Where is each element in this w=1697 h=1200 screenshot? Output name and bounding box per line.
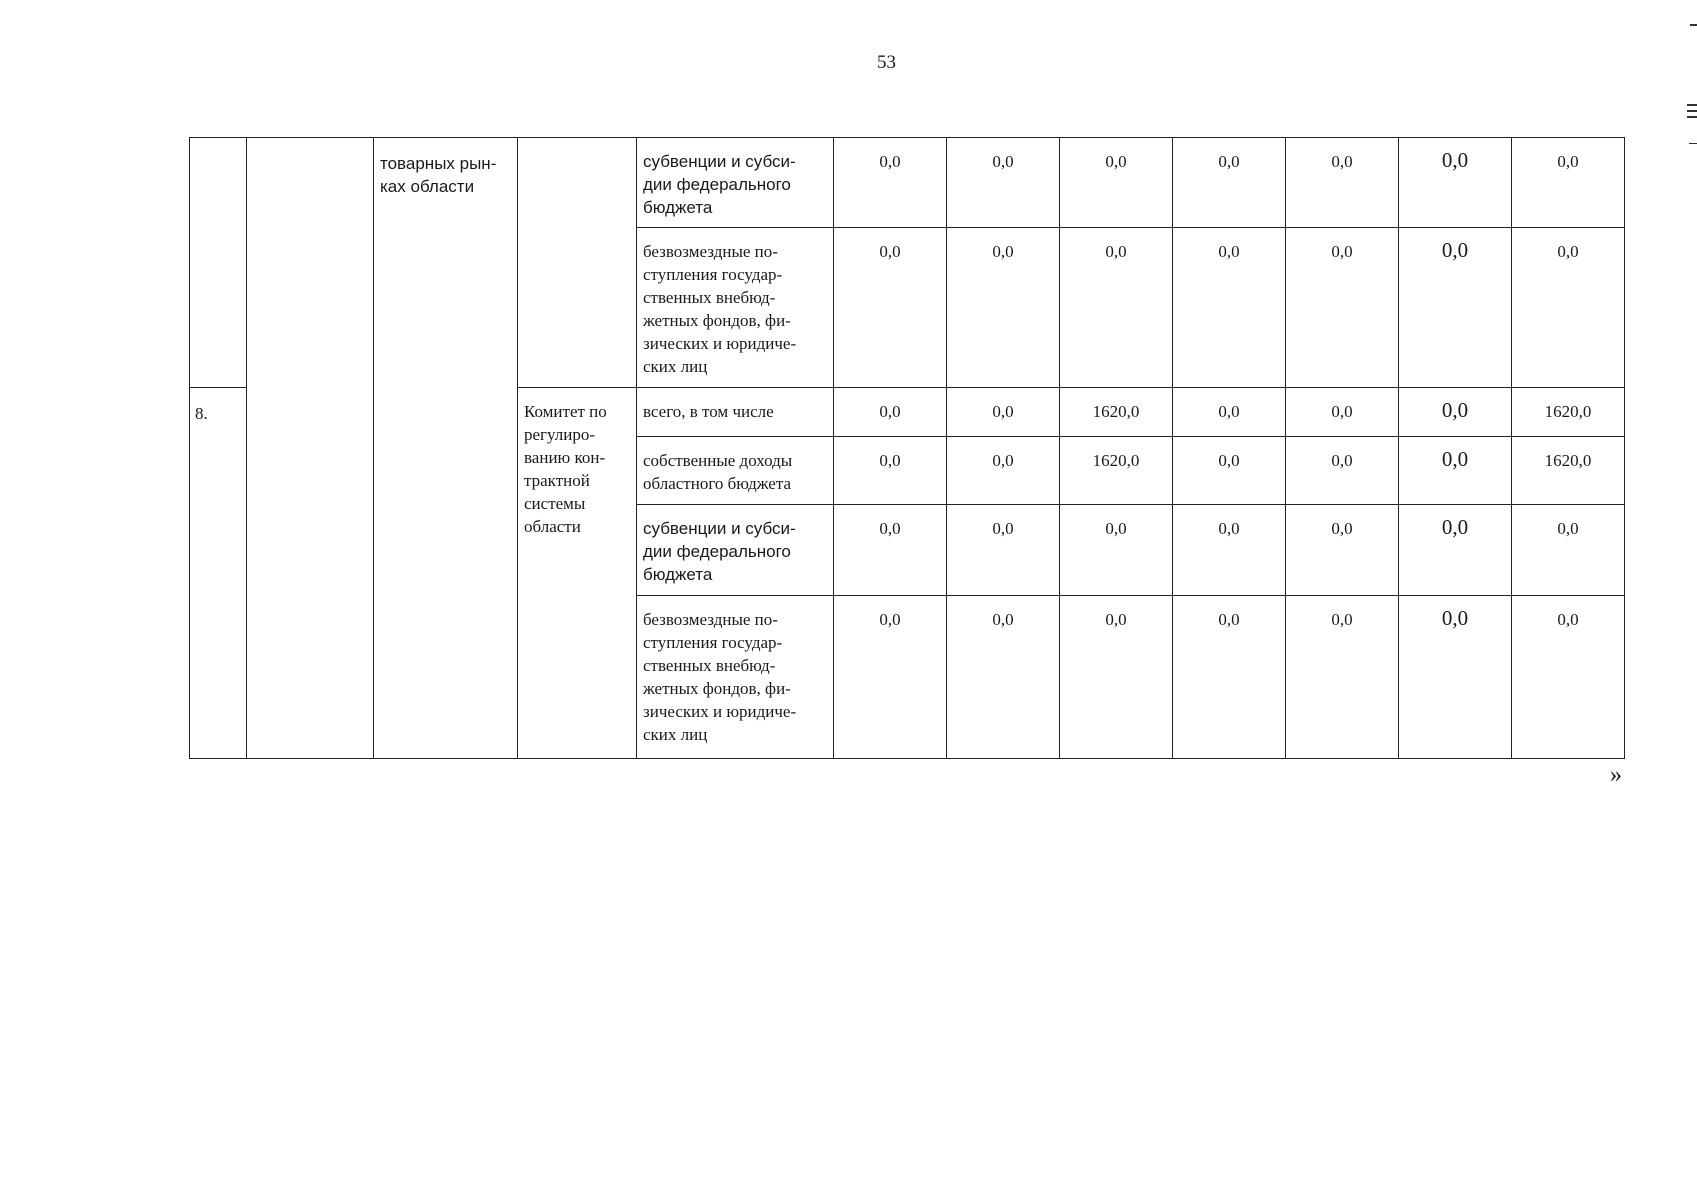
funding-source-line: дии федерального xyxy=(643,175,791,194)
value-cell: 0,0 xyxy=(1173,228,1286,388)
value-cell: 0,0 xyxy=(1399,505,1512,596)
executor-line: трактной xyxy=(524,471,590,490)
value-cell: 0,0 xyxy=(1173,596,1286,759)
funding-source-line: ских лиц xyxy=(643,725,708,744)
value-cell: 0,0 xyxy=(1173,437,1286,505)
value-cell: 0,0 xyxy=(834,596,947,759)
scan-edge-mark xyxy=(1689,143,1697,144)
row-index: 8. xyxy=(190,388,247,759)
value-cell: 0,0 xyxy=(1286,138,1399,228)
funding-source-cell xyxy=(637,138,834,228)
funding-source-cell xyxy=(637,596,834,759)
scan-edge-mark xyxy=(1687,116,1697,118)
funding-source-line: дии федерального xyxy=(643,542,791,561)
budget-table xyxy=(189,137,1625,759)
value-cell: 0,0 xyxy=(1286,228,1399,388)
value-cell: 0,0 xyxy=(834,228,947,388)
value-cell: 0,0 xyxy=(1286,437,1399,505)
funding-source-line: безвозмездные по- xyxy=(643,610,778,629)
value-cell: 0,0 xyxy=(947,388,1060,437)
funding-source-line: ских лиц xyxy=(643,357,708,376)
value-cell: 0,0 xyxy=(1286,388,1399,437)
funding-source-line: зических и юридиче- xyxy=(643,702,797,721)
funding-source-line: зических и юридиче- xyxy=(643,334,797,353)
value-cell: 0,0 xyxy=(1286,596,1399,759)
value-cell: 0,0 xyxy=(1512,505,1625,596)
value-cell: 0,0 xyxy=(834,505,947,596)
executor-cell xyxy=(518,388,637,759)
value-cell: 0,0 xyxy=(1060,138,1173,228)
value-cell: 0,0 xyxy=(947,505,1060,596)
section-cell xyxy=(247,138,374,759)
scan-edge-mark xyxy=(1690,24,1697,26)
activity-line: товарных рын- xyxy=(380,154,497,173)
index-cell-upper xyxy=(190,138,247,388)
value-cell: 0,0 xyxy=(1399,596,1512,759)
value-cell: 0,0 xyxy=(1512,596,1625,759)
value-cell: 0,0 xyxy=(947,228,1060,388)
executor-cell-upper xyxy=(518,138,637,388)
value-cell: 0,0 xyxy=(1399,388,1512,437)
value-cell: 0,0 xyxy=(947,138,1060,228)
funding-source-line: собственные доходы xyxy=(643,451,793,470)
funding-source-line: всего, в том числе xyxy=(643,402,774,421)
value-cell: 1620,0 xyxy=(1512,388,1625,437)
value-cell: 0,0 xyxy=(947,596,1060,759)
activity-line: ках области xyxy=(380,177,475,196)
funding-source-line: жетных фондов, фи- xyxy=(643,679,791,698)
funding-source-line: субвенции и субси- xyxy=(643,519,796,538)
funding-source-line: бюджета xyxy=(643,198,713,217)
activity-cell xyxy=(374,138,518,759)
funding-source-cell xyxy=(637,437,834,505)
value-cell: 0,0 xyxy=(1173,138,1286,228)
value-cell: 1620,0 xyxy=(1060,437,1173,505)
value-cell: 0,0 xyxy=(1512,138,1625,228)
executor-line: области xyxy=(524,517,581,536)
value-cell: 0,0 xyxy=(834,437,947,505)
funding-source-line: субвенции и субси- xyxy=(643,152,796,171)
value-cell: 0,0 xyxy=(1399,228,1512,388)
scan-edge-mark xyxy=(1687,110,1697,112)
scan-edge-mark xyxy=(1687,104,1697,106)
funding-source-line: ственных внебюд- xyxy=(643,656,776,675)
funding-source-line: жетных фондов, фи- xyxy=(643,311,791,330)
executor-line: Комитет по xyxy=(524,402,607,421)
value-cell: 0,0 xyxy=(1173,388,1286,437)
funding-source-line: безвозмездные по- xyxy=(643,242,778,261)
funding-source-line: бюджета xyxy=(643,565,713,584)
value-cell: 1620,0 xyxy=(1512,437,1625,505)
funding-source-line: ступления государ- xyxy=(643,633,783,652)
value-cell: 1620,0 xyxy=(1060,388,1173,437)
value-cell: 0,0 xyxy=(1286,505,1399,596)
value-cell: 0,0 xyxy=(1399,437,1512,505)
continuation-mark: » xyxy=(1610,762,1622,788)
value-cell: 0,0 xyxy=(834,138,947,228)
value-cell: 0,0 xyxy=(1060,596,1173,759)
value-cell: 0,0 xyxy=(947,437,1060,505)
executor-line: ванию кон- xyxy=(524,448,606,467)
value-cell: 0,0 xyxy=(1399,138,1512,228)
funding-source-line: ственных внебюд- xyxy=(643,288,776,307)
funding-source-line: областного бюджета xyxy=(643,474,792,493)
funding-source-cell xyxy=(637,388,834,437)
value-cell: 0,0 xyxy=(1060,228,1173,388)
funding-source-cell xyxy=(637,228,834,388)
value-cell: 0,0 xyxy=(1512,228,1625,388)
executor-line: системы xyxy=(524,494,586,513)
value-cell: 0,0 xyxy=(1173,505,1286,596)
page-number: 53 xyxy=(877,52,896,73)
funding-source-cell xyxy=(637,505,834,596)
value-cell: 0,0 xyxy=(1060,505,1173,596)
funding-source-line: ступления государ- xyxy=(643,265,783,284)
value-cell: 0,0 xyxy=(834,388,947,437)
table-row xyxy=(190,138,1625,228)
executor-line: регулиро- xyxy=(524,425,596,444)
